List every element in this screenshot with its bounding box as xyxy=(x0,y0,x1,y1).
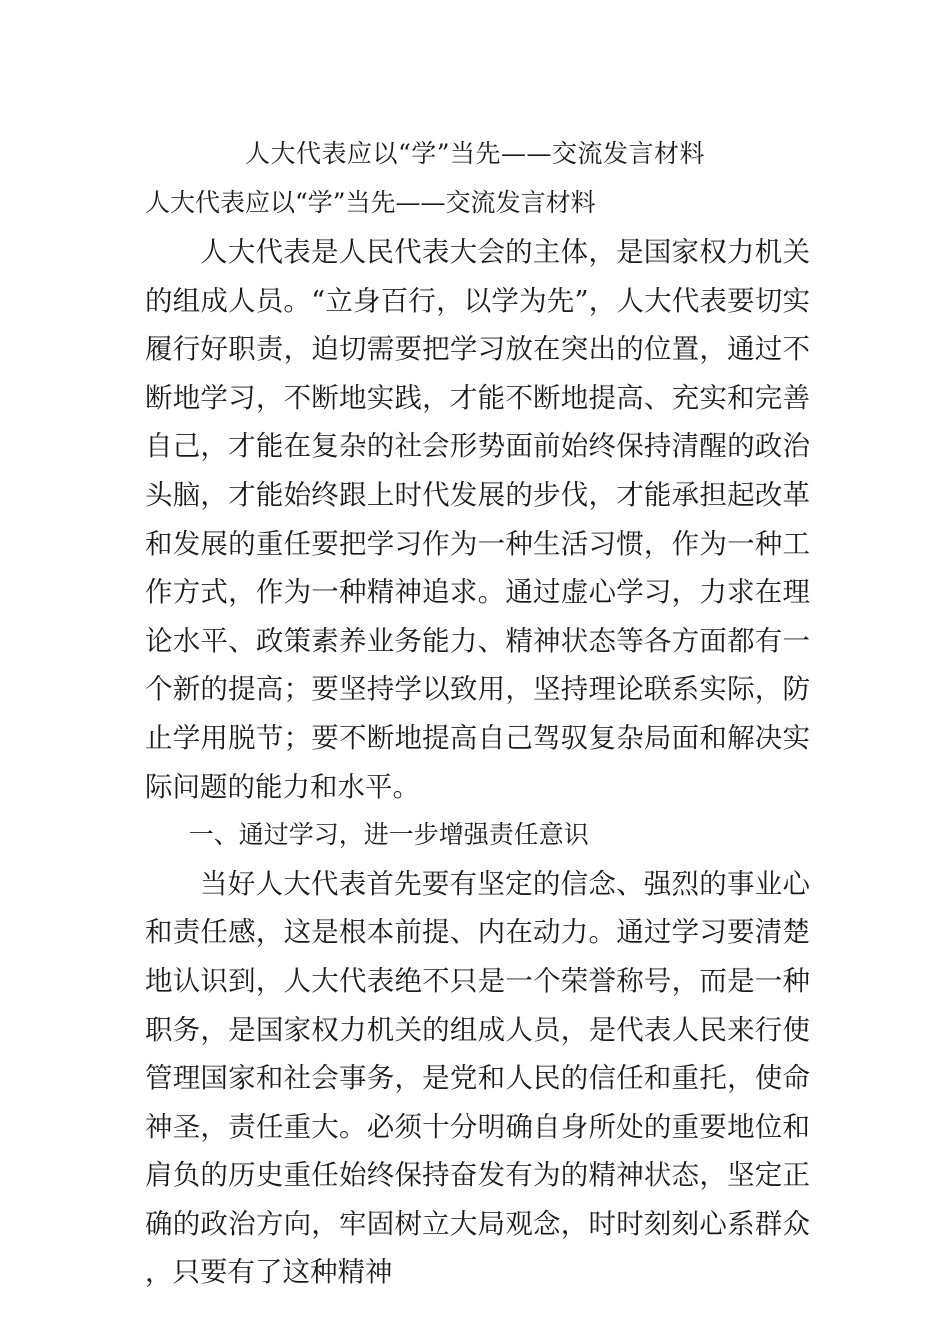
section-heading-1: 一、通过学习，进一步增强责任意识 xyxy=(188,820,589,850)
document-subtitle: 人大代表应以“学”当先——交流发言材料 xyxy=(145,188,596,217)
paragraph-intro: 人大代表是人民代表大会的主体，是国家权力机关的组成人员。“立身百行，以学为先”，人大代表要切实履行好职责，迫切需要把学习放在突出的位置，通过不断地学习，不断地实践，才能不断地提高、充实和完善自己，才能在复杂的社会形势面前始终保持清醒的政治头脑，才能始终跟上时代发展的步伐，才能承担起改革和发展的重任要把学习作为一种生活习惯，作为一种工作方式，作为一种精神追求。通过虚心学习，力求在理论水平、政策素养业务能力、精神状态等各方面都有一个新的提高；要坚持学以致用，坚持理论联系实际，防止学用脱节；要不断地提高自己驾驭复杂局面和解决实际问题的能力和水平。 xyxy=(145,236,810,803)
document-title: 人大代表应以“学”当先——交流发言材料 xyxy=(244,139,706,168)
paragraph-section-1: 当好人大代表首先要有坚定的信念、强烈的事业心和责任感，这是根本前提、内在动力。通过学习要清楚地认识到，人大代表绝不只是一个荣誉称号，而是一种职务，是国家权力机关的组成人员，是代表人民来行使管理国家和社会事务，是党和人民的信任和重托，使命神圣，责任重大。必须十分明确自身所处的重要地位和肩负的历史重任始终保持奋发有为的精神状态，坚定正确的政治方向，牢固树立大局观念，时时刻刻心系群众，只要有了这种精神 xyxy=(145,867,810,1289)
document-body xyxy=(145,228,810,1297)
